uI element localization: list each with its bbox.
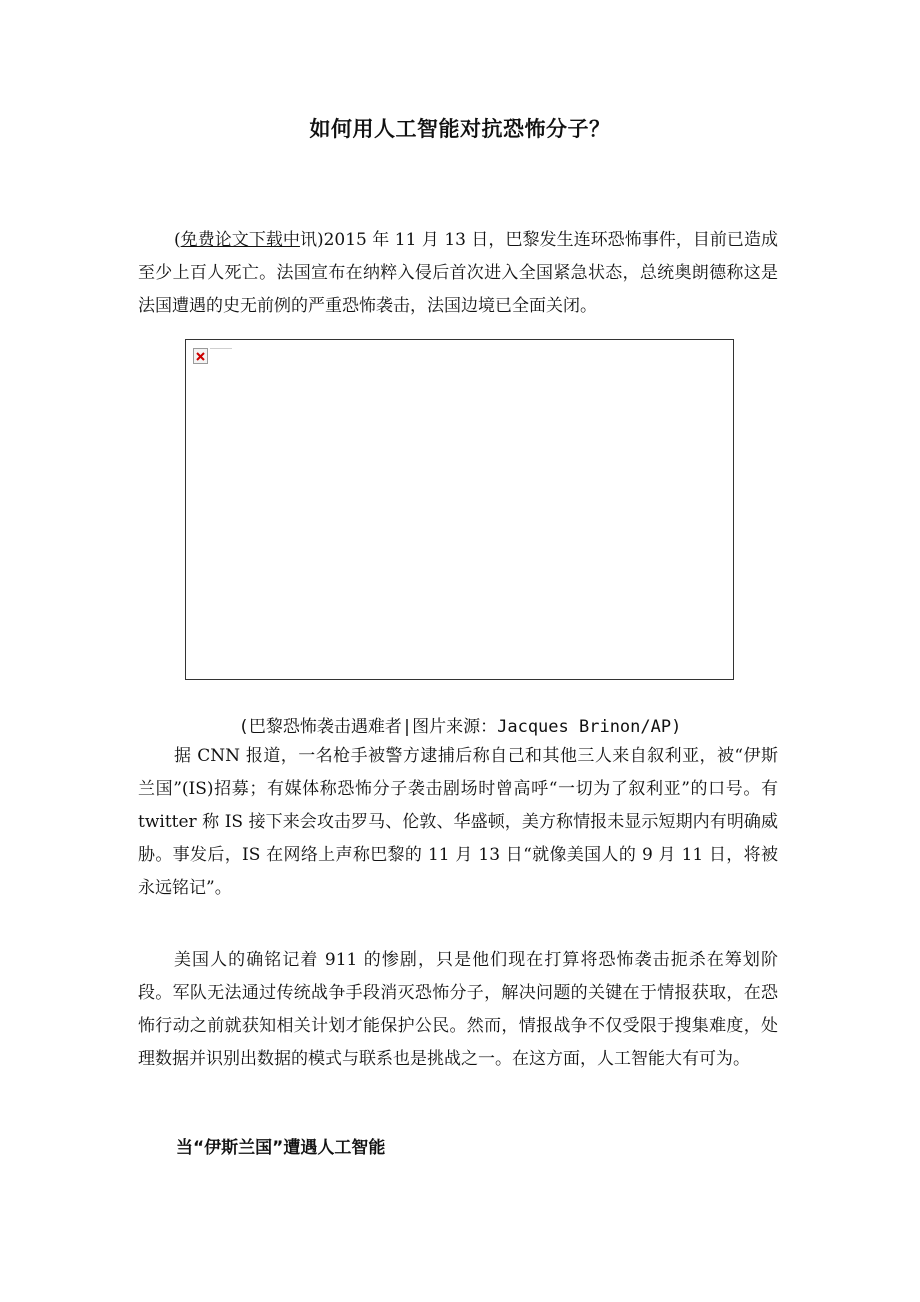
paragraph-intelligence: 美国人的确铭记着 911 的惨剧，只是他们现在打算将恐怖袭击扼杀在筹划阶段。军队无法通过传统战争手段消灭恐怖分子，解决问题的关键在于情报获取，在恐怖行动之前就获知相关计划才能保护公民。然而，情报战争不仅受限于搜集难度，处理数据并识别出数据的模式与联系也是挑战之一。在这方面，人工智能大有可为。 <box>138 950 778 1069</box>
image-alt-line <box>210 348 232 349</box>
paragraph-cnn-report: 据 CNN 报道，一名枪手被警方逮捕后称自己和其他三人来自叙利亚，被“伊斯兰国”(IS)招募；有媒体称恐怖分子袭击剧场时曾高呼“一切为了叙利亚”的口号。有 twitter 称 IS 接下来会攻击罗马、伦敦、华盛顿，美方称情报未显示短期内有明确威胁。事发后，IS 在网络上声称巴黎的 11 月 13 日“就像美国人的 9 月 11 日，将被永远铭记”。 <box>138 746 778 898</box>
article-title: 如何用人工智能对抗恐怖分子？ <box>309 117 611 141</box>
intro-prefix: ( <box>174 230 181 250</box>
source-link[interactable]: 免费论文下载中 <box>180 230 300 250</box>
section-subheading: 当“伊斯兰国”遭遇人工智能 <box>176 1138 386 1158</box>
image-caption: (巴黎恐怖袭击遇难者|图片来源：Jacques Brinon/AP) <box>238 717 682 737</box>
broken-image-icon <box>193 348 208 364</box>
article-image-placeholder <box>185 339 734 680</box>
intro-paragraph <box>138 224 778 323</box>
intro-text: 讯)2015 年 11 月 13 日，巴黎发生连环恐怖事件，目前已造成至少上百人死亡。法国宣布在纳粹入侵后首次进入全国紧急状态，总统奥朗德称这是法国遭遇的史无前例的严重恐怖袭击，法国边境已全面关闭。 <box>138 230 779 316</box>
